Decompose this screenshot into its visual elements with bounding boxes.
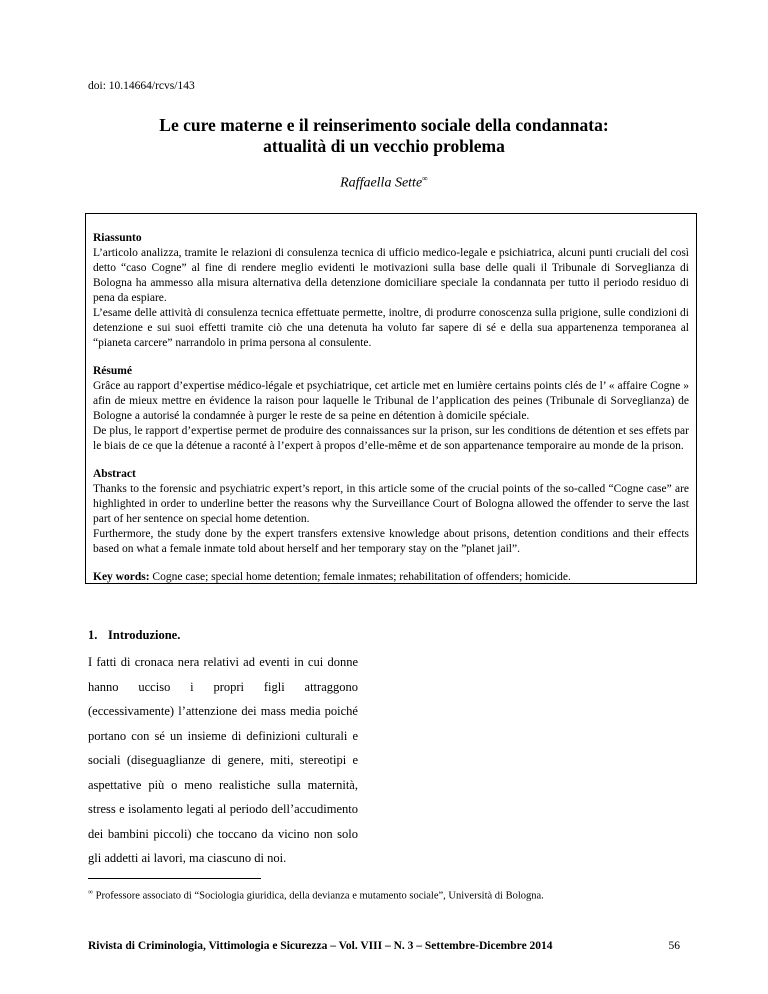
footnote — [88, 888, 544, 902]
doi: doi: 10.14664/rcvs/143 — [88, 80, 195, 92]
keywords-label: Key words: — [93, 571, 150, 583]
abstract-heading: Abstract — [93, 468, 136, 480]
section-title: Introduzione. — [108, 628, 181, 642]
abstract-box — [85, 213, 697, 584]
riassunto-section — [93, 231, 689, 351]
abstract-section — [93, 467, 689, 557]
title-line-1: Le cure materne e il reinserimento sociale della condannata: — [159, 115, 609, 135]
riassunto-heading: Riassunto — [93, 232, 142, 244]
abstract-paragraph-2: Furthermore, the study done by the expert transfers extensive knowledge about prisons, detention conditions and their effects based on what a female inmate told about herself and her temporary stay on the ”planet jail”. — [93, 528, 689, 555]
body-paragraph: I fatti di cronaca nera relativi ad eventi in cui donne hanno ucciso i propri figli attraggono (eccessivamente) l’attenzione dei mass media poiché portano con sé un insieme di definizioni culturali e sociali (diseguaglianze di genere, miti, stereotipi e aspettative più o meno realistiche sulla maternità, stress e isolamento legati al periodo dell’accudimento dei bambini piccoli) che toccano da vicino non solo gli addetti ai lavori, ma ciascuno di noi. — [88, 655, 358, 865]
abstract-paragraph-1: Thanks to the forensic and psychiatric expert’s report, in this article some of the crucial points of the so-called “Cogne case” are highlighted in order to underline better the reasons why the Surveillance Court of Bologna allowed the offender to serve the last part of her sentence on special home detention. — [93, 483, 689, 525]
resume-paragraph-2: De plus, le rapport d’expertise permet de produire des connaissances sur la prison, sur les conditions de détention et ses effets par le biais de ce que la détenue a raconté à l’expert à propos d’elle-même et de son appartenance temporaire au monde de la prison. — [93, 425, 689, 452]
riassunto-paragraph-1: L’articolo analizza, tramite le relazioni di consulenza tecnica di ufficio medico-legale e psichiatrica, alcuni punti cruciali del così detto “caso Cogne” al fine di rendere meglio evidenti le motivazioni sulla base delle quali il Tribunale di Sorveglianza di Bologna ha ammesso alla misura alternativa della detenzione domiciliare speciale la condannata per tutto il periodo residuo di pena da espiare. — [93, 247, 689, 304]
paper-title — [60, 115, 708, 157]
title-line-2: attualità di un vecchio problema — [263, 136, 505, 156]
footnote-mark: ∞ — [88, 888, 93, 896]
resume-section — [93, 364, 689, 454]
footnote-separator — [88, 878, 261, 879]
journal-footer: Rivista di Criminologia, Vittimologia e Sicurezza – Vol. VIII – N. 3 – Settembre-Dicembre 2014 — [88, 940, 553, 952]
section-number: 1. — [88, 628, 98, 642]
page-number: 56 — [668, 940, 680, 952]
resume-heading: Résumé — [93, 365, 132, 377]
resume-paragraph-1: Grâce au rapport d’expertise médico-légale et psychiatrique, cet article met en lumière certains points clés de l’ « affaire Cogne » afin de mieux mettre en évidence la raison pour laquelle le Tribunal de l’application des peines (Tribunale di Sorveglianza) de Bologne a autorisé la condamnée à purger le reste de sa peine en détention à domicile spéciale. — [93, 380, 689, 422]
author — [60, 174, 708, 192]
riassunto-paragraph-2: L’esame delle attività di consulenza tecnica effettuate permette, inoltre, di produrre conoscenza sulla prigione, sulle condizioni di detenzione e sui suoi effetti tramite ciò che una detenuta ha voluto far sapere di sé e della sua appartenenza temporanea al “pianeta carcere” narrandolo in prima persona al consulente. — [93, 307, 689, 349]
keywords-section — [93, 570, 689, 585]
author-name: Raffaella Sette — [340, 175, 423, 191]
section-heading — [88, 628, 180, 643]
keywords-text: Cogne case; special home detention; female inmates; rehabilitation of offenders; homicide. — [152, 571, 571, 583]
author-footnote-mark: ∞ — [422, 174, 428, 183]
footnote-text: Professore associato di “Sociologia giuridica, della devianza e mutamento sociale”, Università di Bologna. — [95, 890, 544, 902]
